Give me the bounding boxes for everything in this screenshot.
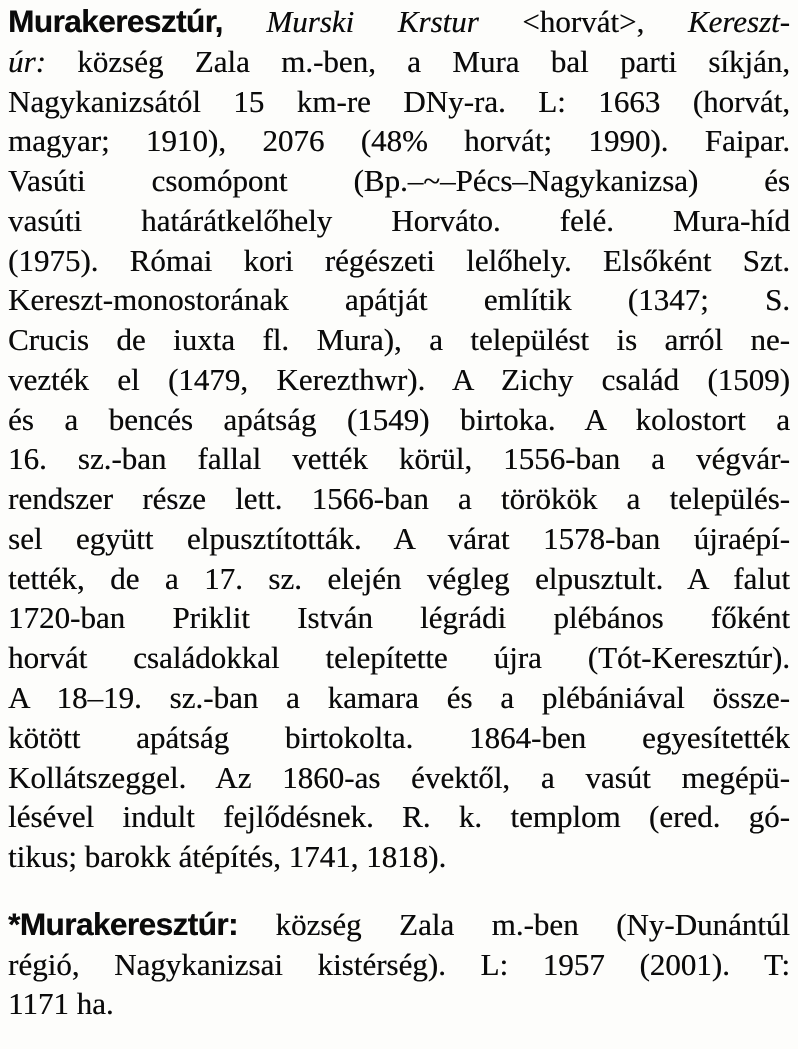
body-text: A 18–19. sz.-ban a kamara és a plébániával össze- <box>8 680 790 716</box>
text-line <box>8 945 790 985</box>
body-text: község Zala m.-ben (Ny-Dunántúl <box>237 906 790 942</box>
body-text: rendszer része lett. 1566-ban a törökök a település- <box>8 481 790 517</box>
text-line <box>8 559 790 599</box>
body-text: 1171 ha. <box>8 986 114 1022</box>
text-line <box>8 439 790 479</box>
text-line <box>8 479 790 519</box>
text-line <box>8 797 790 837</box>
body-text: vasúti határátkelőhely Horváto. felé. Mura-híd <box>8 202 790 238</box>
headword-text: *Murakeresztúr: <box>8 905 238 942</box>
body-text: Nagykanizsától 15 km-re DNy-ra. L: 1663 (horvát, <box>8 83 790 119</box>
body-text: 1720-ban Priklit István légrádi plébános főként <box>8 600 790 636</box>
body-text: tikus; barokk átépítés, 1741, 1818). <box>8 839 447 875</box>
text-line <box>8 121 790 161</box>
text-line <box>8 320 790 360</box>
text-line <box>8 280 790 320</box>
text-line <box>8 519 790 559</box>
italic-text: Kereszt- <box>687 4 790 39</box>
body-text: sel együtt elpusztították. A várat 1578-ban újraépí- <box>8 520 790 556</box>
text-line <box>8 241 790 281</box>
body-text: 16. sz.-ban fallal vették körül, 1556-ban a végvár- <box>8 441 790 477</box>
text-line <box>8 598 790 638</box>
text-line <box>8 201 790 241</box>
body-text: régió, Nagykanizsai kistérség). L: 1957 (2001). T: <box>8 946 790 982</box>
body-text: Kereszt-monostorának apátját említik (1347; S. <box>8 282 790 318</box>
text-line <box>8 400 790 440</box>
text-line <box>8 638 790 678</box>
body-text: és a bencés apátság (1549) birtoka. A kolostort a <box>8 401 790 437</box>
body-text: vezték el (1479, Kerezthwr). A Zichy család (1509) <box>8 361 790 397</box>
text-line <box>8 678 790 718</box>
body-text <box>223 4 267 39</box>
text-line <box>8 82 790 122</box>
text-line <box>8 2 790 42</box>
body-text: Vasúti csomópont (Bp.–~–Pécs–Nagykanizsa) és <box>8 163 790 199</box>
body-text: lésével indult fejlődésnek. R. k. templom (ered. gó- <box>8 799 790 835</box>
entry-murakeresztur-main <box>8 2 790 877</box>
body-text: horvát családokkal telepítette újra (Tót-Keresztúr). <box>8 640 790 676</box>
body-text: Kollátszeggel. Az 1860-as évektől, a vasút megépü- <box>8 759 790 795</box>
body-text: község Zala m.-ben, a Mura bal parti síkján, <box>45 43 790 79</box>
text-line <box>8 905 790 945</box>
text-line <box>8 837 790 877</box>
body-text: kötött apátság birtokolta. 1864-ben egyesítették <box>8 719 790 755</box>
text-line <box>8 42 790 82</box>
headword-text: Murakeresztúr, <box>8 3 223 39</box>
body-text: magyar; 1910), 2076 (48% horvát; 1990). Faipar. <box>8 123 790 159</box>
body-text: (1975). Római kori régészeti lelőhely. Elsőként Szt. <box>8 242 790 278</box>
text-line <box>8 758 790 798</box>
text-line <box>8 360 790 400</box>
italic-text: Murski Krstur <box>266 4 479 39</box>
body-text: tették, de a 17. sz. elején végleg elpusztult. A falut <box>8 560 790 596</box>
entry-murakeresztur-secondary <box>8 905 790 1024</box>
text-line <box>8 718 790 758</box>
body-text: <horvát>, <box>478 4 688 39</box>
text-line <box>8 161 790 201</box>
italic-text: úr: <box>8 43 46 79</box>
text-line <box>8 984 790 1024</box>
body-text: Crucis de iuxta fl. Mura), a települést is arról ne- <box>8 322 790 358</box>
